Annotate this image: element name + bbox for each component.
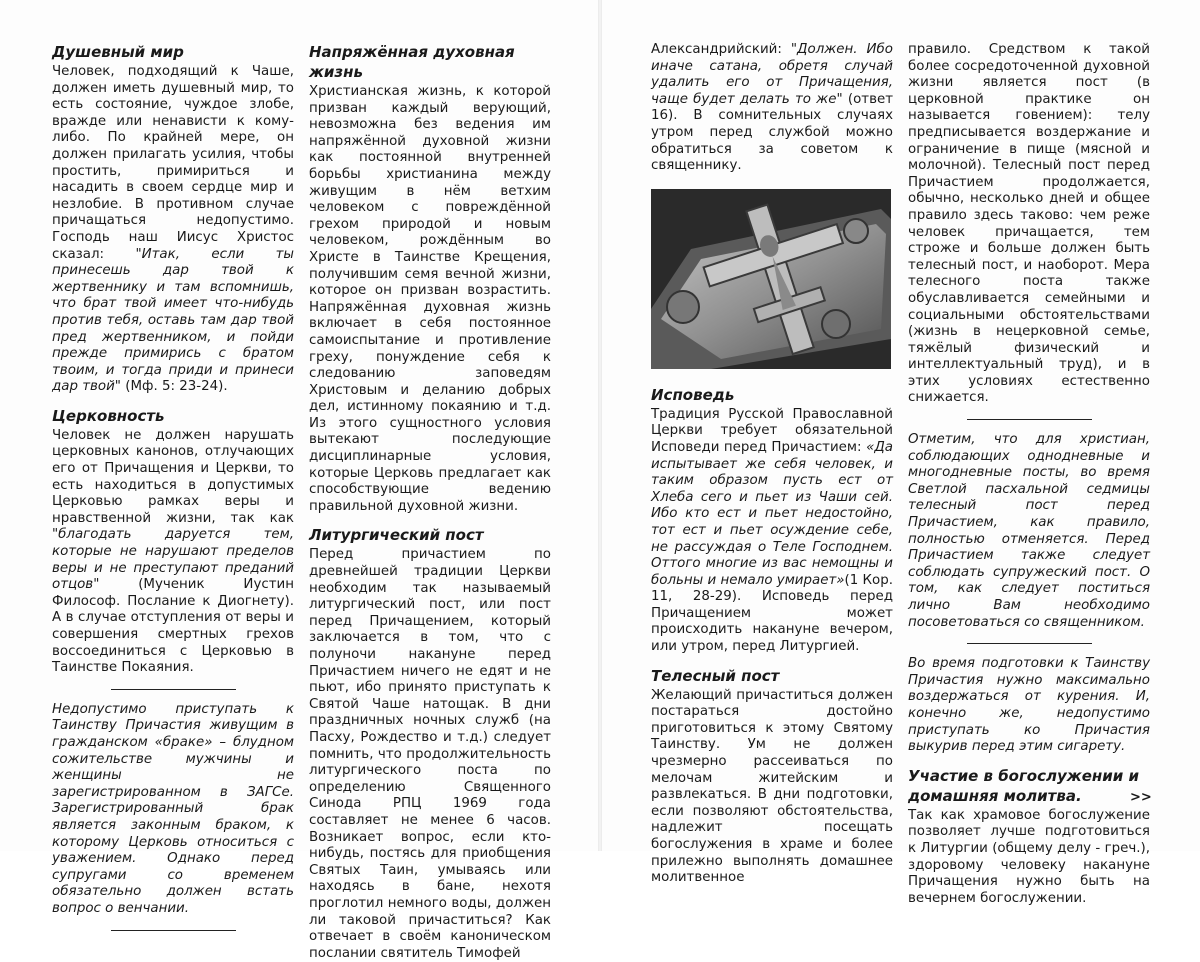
heading-peace: Душевный мир bbox=[52, 43, 184, 61]
continue-arrows: >> bbox=[1130, 790, 1152, 805]
paragraph-bodily-fast: Желающий причаститься должен постараться достойно приготовиться к этому Святому Таинству. Ум не должен чрезмерно рассеиваться по мелочам житейским и развлекаться. В дни подготовки, если позволяют обстоятельства, надлежит посещать богослужения в храме и более прилежно выполнять домашнее молитвенное bbox=[651, 687, 893, 886]
crucifix-photo bbox=[651, 189, 891, 369]
note-marriage: Недопустимо приступать к Таинству Причастия живущим в гражданском «браке» – блудном сожительстве мужчины и женщины не зарегистрированном в ЗАГСе. Зарегистрированный брак является законным браком, к которому Церковь относиться с уважением. Однако перед супругами со временем обязательно должен встать вопрос о венчании. bbox=[52, 701, 294, 916]
crucifix-illustration bbox=[651, 189, 891, 369]
paragraph-church: Человек не должен нарушать церковных канонов, отлучающих его от Причащения и Церкви, то есть находиться в допустимых Церковью рамках веры и нравственной жизни, так как "благодать даруется тем, которые не нарушают пределов веры и не преступают преданий отцов" (Мученик Иустин Философ. Послание к Диогнету). А в случае отступления от веры и совершения смертных грехов воссоединиться с Церковью в Таинстве Покаяния. bbox=[52, 427, 294, 676]
separator bbox=[967, 643, 1092, 644]
heading-liturgical-fast: Литургический пост bbox=[309, 526, 484, 545]
column-2 bbox=[309, 42, 551, 962]
paragraph-fasting-rule: правило. Средством к такой более сосредоточенной духовной жизни является пост (в церковной практике он называется говением): телу предписывается воздержание и ограничение в пище (мясной и молочной). Телесный пост перед Причастием продолжается, обычно, несколько дней и общее правило здесь таково: чем реже человек причащается, тем строже и больше должен быть телесный пост, и наоборот. Мера телесного поста также обуславливается семейными и социальными обстоятельствами (жизнь в нецерковной семье, тяжёлый физический и интеллектуальный труд), и в этих условиях естественно снижается. bbox=[908, 42, 1150, 406]
separator bbox=[111, 930, 236, 931]
column-1 bbox=[52, 42, 294, 943]
separator bbox=[967, 419, 1092, 420]
column-4 bbox=[908, 42, 1150, 907]
paragraph-tense-life: Христианская жизнь, к которой призван каждый верующий, невозможна без ведения им напряжённой духовной жизни как постоянной внутренней борьбы христианина между живущим в нём ветхим человеком с повреждённой грехом природой и новым человеком, рождённым во Христе в Таинстве Крещения, получившим семя вечной жизни, которое он призван возрастить. Напряжённая духовная жизнь включает в себя постоянное самоиспытание и противление греху, понуждение себя к следованию заповедям Христовым и деланию добрых дел, истинному покаянию и т.д. Из этого сущностного условия вытекают последующие дисциплинарные условия, которые Церковь предлагает как способствующие ведению правильной духовной жизни. bbox=[309, 84, 551, 514]
paragraph-confession: Традиция Русской Православной Церкви требует обязательной Исповеди перед Причастием: «Да испытывает же себя человек, и таким образом пусть ест от Хлеба сего и пьет из Чаши сей. Ибо кто ест и пьет недостойно, тот ест и пьет осуждение себе, не рассуждая о Теле Господнем. Оттого многие из вас немощны и больны и немало умирает»(1 Кор. 11, 28-29). Исповедь перед Причащением может происходить накануне вечером, или утром, перед Литургией. bbox=[651, 406, 893, 655]
paragraph-liturgical-fast: Перед причастием по древнейшей традиции Церкви необходим так называемый литургический пост, или пост перед Причащением, который заключается в том, что с полуночи накануне перед Причастием ничего не едят и не пьют, ибо принято приступать к Святой Чаше натощак. В дни праздничных ночных служб (на Пасху, Рождество и т.д.) следует помнить, что продолжительность литургического поста по определению Священного Синода РПЦ 1969 года составляет не менее 6 часов. Возникает вопрос, если кто-нибудь, постясь для приобщения Святых Таин, умываясь или находясь в бане, нехотя проглотил немного воды, должен ли таковой причаститься? Как отвечает в своём каноническом послании святитель Тимофей bbox=[309, 547, 551, 961]
column-3 bbox=[651, 42, 893, 887]
heading-worship: Участие в богослужении и домашняя молитва. bbox=[908, 766, 1139, 805]
paragraph-continuation: Александрийский: "Должен. Ибо иначе сатана, обретя случай удалить его от Причащения, чаще будет делать то же" (ответ 16). В сомнительных случаях утром перед службой можно обратиться за советом к священнику. bbox=[651, 42, 894, 174]
note-easter-week: Отметим, что для христиан, соблюдающих однодневные и многодневные посты, во время Светлой пасхальной седмицы телесный пост перед Причастием, как правило, полностью отменяется. Перед Причастием также следует соблюдать супружеский пост. О том, как следует поститься лично Вам необходимо посоветоваться со священником. bbox=[908, 432, 1150, 630]
page-fold bbox=[598, 0, 602, 851]
note-smoking: Во время подготовки к Таинству Причастия нужно максимально воздержаться от курения. И, конечно же, недопустимо приступать ко Причастия выкурив перед этим сигарету. bbox=[908, 656, 1150, 755]
paragraph-peace: Человек, подходящий к Чаше, должен иметь душевный мир, то есть состояние, чуждое злобе, вражде или ненависти к кому-либо. По крайней мере, он должен прилагать усилия, чтобы простить, примириться и насадить в своем сердце мир и незлобие. В противном случае причащаться недопустимо. Господь наш Иисус Христос сказал: "Итак, если ты принесешь дар твой к жертвеннику и там вспомнишь, что брат твой имеет что-нибудь против тебя, оставь там дар твой пред жертвенником, и пойди прежде примирись с братом твоим, и тогда приди и принеси дар твой" (Мф. 5: 23-24). bbox=[52, 64, 294, 395]
paragraph-worship: Так как храмовое богослужение позволяет лучше подготовиться к Литургии (общему делу - греч.), здоровому человеку накануне Причащения нужно быть на вечернем богослужении. bbox=[908, 807, 1150, 906]
heading-confession: Исповедь bbox=[651, 385, 735, 404]
heading-tense-life: Напряжённая духовная жизнь bbox=[309, 43, 515, 81]
heading-church: Церковность bbox=[52, 406, 165, 425]
heading-bodily-fast: Телесный пост bbox=[651, 666, 780, 685]
separator bbox=[111, 689, 236, 690]
